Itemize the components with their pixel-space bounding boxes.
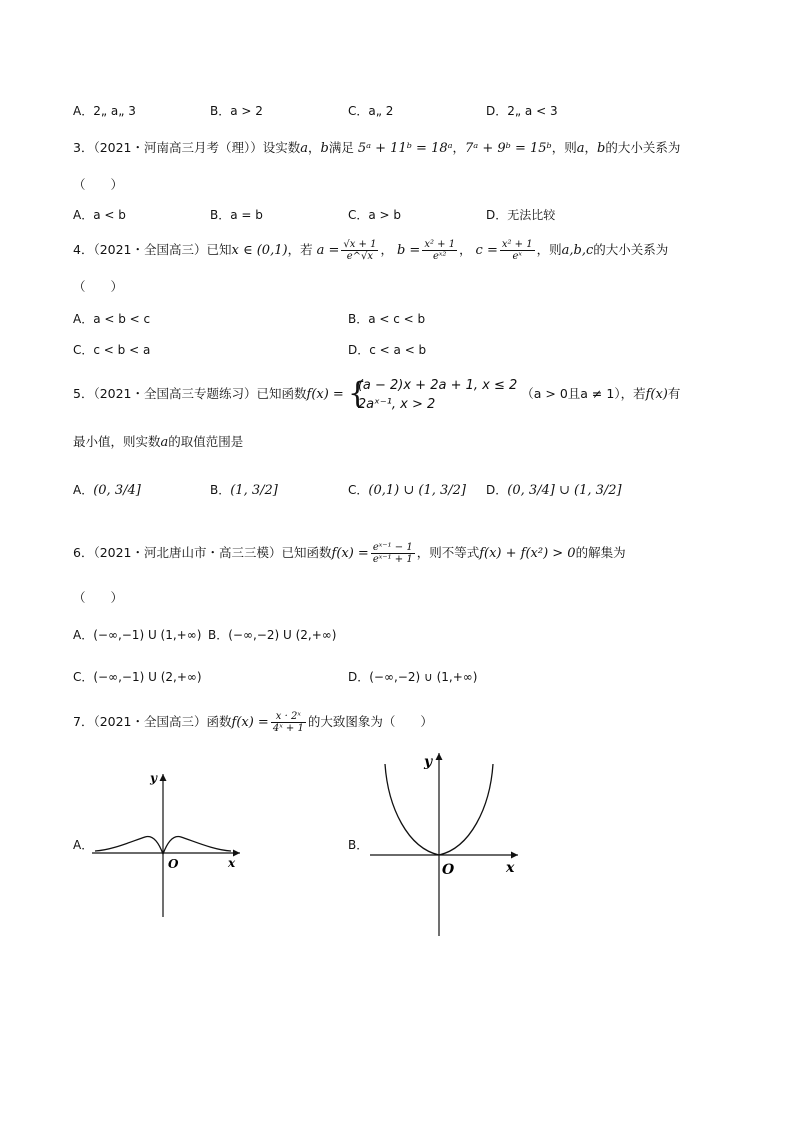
q4-b-numerator: x² + 1: [424, 239, 456, 250]
q4-if: ，若: [287, 242, 313, 257]
q4-a-numerator: √x + 1: [343, 239, 377, 250]
q6-stem-prefix: 6．（2021・河北唐山市・高三三模）已知函数: [73, 545, 332, 560]
q5-line2-tail: 的取值范围是: [168, 434, 244, 449]
q5-brace-icon: {: [347, 375, 367, 411]
q5-option-d-prefix: D．: [486, 483, 508, 497]
q4-c-eq: c =: [475, 243, 498, 258]
q6-tail: 的解集为: [575, 545, 626, 560]
q4-tail: 的大小关系为: [593, 242, 669, 257]
q4-a-denominator: e^√x: [346, 251, 374, 262]
q5-condition: （a > 0且a ≠ 1），若: [521, 386, 646, 401]
q4-option-b[interactable]: B．a < c < b: [348, 312, 426, 326]
q5-fx: f(x): [645, 387, 668, 402]
q7-tail: 的大致图象为（ ）: [307, 714, 433, 729]
q3-stem: [73, 139, 680, 158]
q4-c-denominator: eˣ: [512, 251, 522, 262]
q3-option-d[interactable]: D．无法比较: [486, 208, 556, 222]
q7-denominator: 4ˣ + 1: [272, 723, 304, 734]
q7-graph-a-y-label: y: [150, 771, 157, 785]
q5-has: 有: [667, 386, 681, 401]
q3-equation-2: 7ᵃ + 9ᵇ = 15ᵇ: [465, 141, 552, 156]
q5-case-2: 2aˣ⁻¹, x > 2: [357, 396, 436, 412]
q3-option-a[interactable]: A．a < b: [73, 208, 126, 222]
q5-piecewise: [348, 376, 517, 414]
q4-b-denominator: eˣ²: [432, 251, 447, 262]
q7-graph-a-origin: O: [168, 857, 179, 871]
q5-option-a-value: (0, 3/4]: [93, 483, 141, 498]
q3-then: ，则: [551, 140, 577, 155]
q4-option-c[interactable]: C．c < b < a: [73, 343, 151, 357]
q5-stem: [73, 372, 680, 417]
q3-var-b: b: [320, 141, 329, 156]
q4-b-fraction: [422, 239, 457, 262]
q4-vars: a,b,c: [561, 243, 594, 258]
q5-option-a[interactable]: [73, 481, 141, 500]
q4-b-eq: b =: [396, 243, 421, 258]
q7-graph-a-x-label: x: [228, 856, 236, 870]
q7-option-a-label[interactable]: A．: [73, 838, 94, 852]
q4-option-a[interactable]: A．a < b < c: [73, 312, 151, 326]
q5-option-a-prefix: A．: [73, 483, 94, 497]
q7-stem: [73, 707, 433, 738]
q4-stem-prefix: 4．（2021・全国高三）已知: [73, 242, 232, 257]
q4-c-numerator: x² + 1: [501, 239, 533, 250]
q3-option-b[interactable]: B．a = b: [210, 208, 263, 222]
q7-graph-a[interactable]: [90, 762, 250, 922]
q3-option-c[interactable]: C．a > b: [348, 208, 402, 222]
q6-numerator: eˣ⁻¹ − 1: [372, 542, 413, 553]
q6-denominator: eˣ⁻¹ + 1: [372, 554, 413, 565]
q4-condition: x ∈ (0,1): [231, 243, 288, 258]
q5-stem-prefix: 5．（2021・全国高三专题练习）已知函数: [73, 386, 307, 401]
q5-option-d[interactable]: [486, 481, 622, 500]
q5-option-c-value: (0,1) ∪ (1, 3/2]: [368, 483, 466, 498]
q5-f-eq: f(x) =: [306, 387, 344, 402]
q5-var: a: [160, 435, 169, 450]
q4-c-fraction: [500, 239, 535, 262]
q3-var-a: a: [300, 141, 309, 156]
q7-graph-b-y-label: y: [424, 754, 433, 770]
q3-answer-paren: （ ）: [73, 177, 124, 192]
q3-sep: ，: [308, 140, 321, 155]
q6-inequality: f(x) + f(x²) > 0: [479, 546, 576, 561]
q5-option-c-prefix: C．: [348, 483, 369, 497]
q6-option-a[interactable]: A．(−∞,−1) U (1,+∞): [73, 628, 202, 642]
q6-stem: [73, 537, 626, 570]
q7-graph-b[interactable]: [368, 748, 528, 940]
q3-sep-2: ，: [584, 140, 598, 155]
q7-numerator: x · 2ˣ: [271, 711, 306, 723]
q3-stem-prefix: 3．（2021・河南高三月考（理））设实数: [73, 140, 301, 155]
q2-option-c[interactable]: C．a„ 2: [348, 104, 394, 118]
q3-tail: 的大小关系为: [605, 140, 681, 155]
q7-graph-b-x-label: x: [506, 860, 515, 876]
q7-stem-prefix: 7．（2021・全国高三）函数: [73, 714, 232, 729]
q7-f-eq: f(x) =: [231, 715, 269, 730]
q4-option-d[interactable]: D．c < a < b: [348, 343, 427, 357]
q5-option-d-value: (0, 3/4] ∪ (1, 3/2]: [507, 483, 622, 498]
q4-a-eq: a =: [316, 243, 340, 258]
q4-answer-paren: （ ）: [73, 279, 124, 294]
q5-option-b-value: (1, 3/2]: [230, 483, 278, 498]
q5-option-b-prefix: B．: [210, 483, 231, 497]
q6-f-eq: f(x) =: [331, 546, 369, 561]
q5-option-c[interactable]: [348, 481, 466, 500]
q3-satisfy: 满足: [328, 140, 354, 155]
q5-option-b[interactable]: [210, 481, 278, 500]
q3-equation-1: 5ᵃ + 11ᵇ = 18ᵃ: [357, 141, 453, 156]
q7-fraction: [271, 711, 306, 734]
q6-fraction: [371, 542, 415, 565]
q6-option-d[interactable]: D．(−∞,−2) ∪ (1,+∞): [348, 670, 478, 684]
q4-a-fraction: [341, 239, 378, 262]
q7-option-b-label[interactable]: B．: [348, 838, 369, 852]
q6-answer-paren: （ ）: [73, 590, 124, 605]
q3-var-a-2: a: [576, 141, 585, 156]
q6-mid: ，则不等式: [416, 545, 480, 560]
q2-option-b[interactable]: B．a > 2: [210, 104, 263, 118]
q6-option-b[interactable]: B．(−∞,−2) U (2,+∞): [208, 628, 337, 642]
q4-stem: 4．（2021・全国高三）已知x ∈ (0,1)，若 a = $\frac{√x + 1}{e\^{}√x}$ ， b = $\frac{\text{x² + 1}}{\text{eˣ²}}$ ， c = $\frac{\text{x² + 1}}{\text{eˣ}}$ ，则a,b,c的大小关系为: [73, 239, 669, 262]
q5-case-1: (a − 2)x + 2a + 1, x ≤ 2: [357, 377, 518, 393]
q2-option-a[interactable]: A．2„ a„ 3: [73, 104, 136, 118]
q4-then: ，则: [536, 242, 562, 257]
q3-comma: ，: [452, 140, 466, 155]
q2-option-d[interactable]: D．2„ a < 3: [486, 104, 558, 118]
q6-option-c[interactable]: C．(−∞,−1) U (2,+∞): [73, 670, 202, 684]
q5-stem-line-2: [73, 433, 243, 452]
q3-var-b-2: b: [597, 141, 606, 156]
q5-line2: 最小值，则实数: [73, 434, 161, 449]
q7-graph-b-origin: O: [442, 862, 455, 878]
